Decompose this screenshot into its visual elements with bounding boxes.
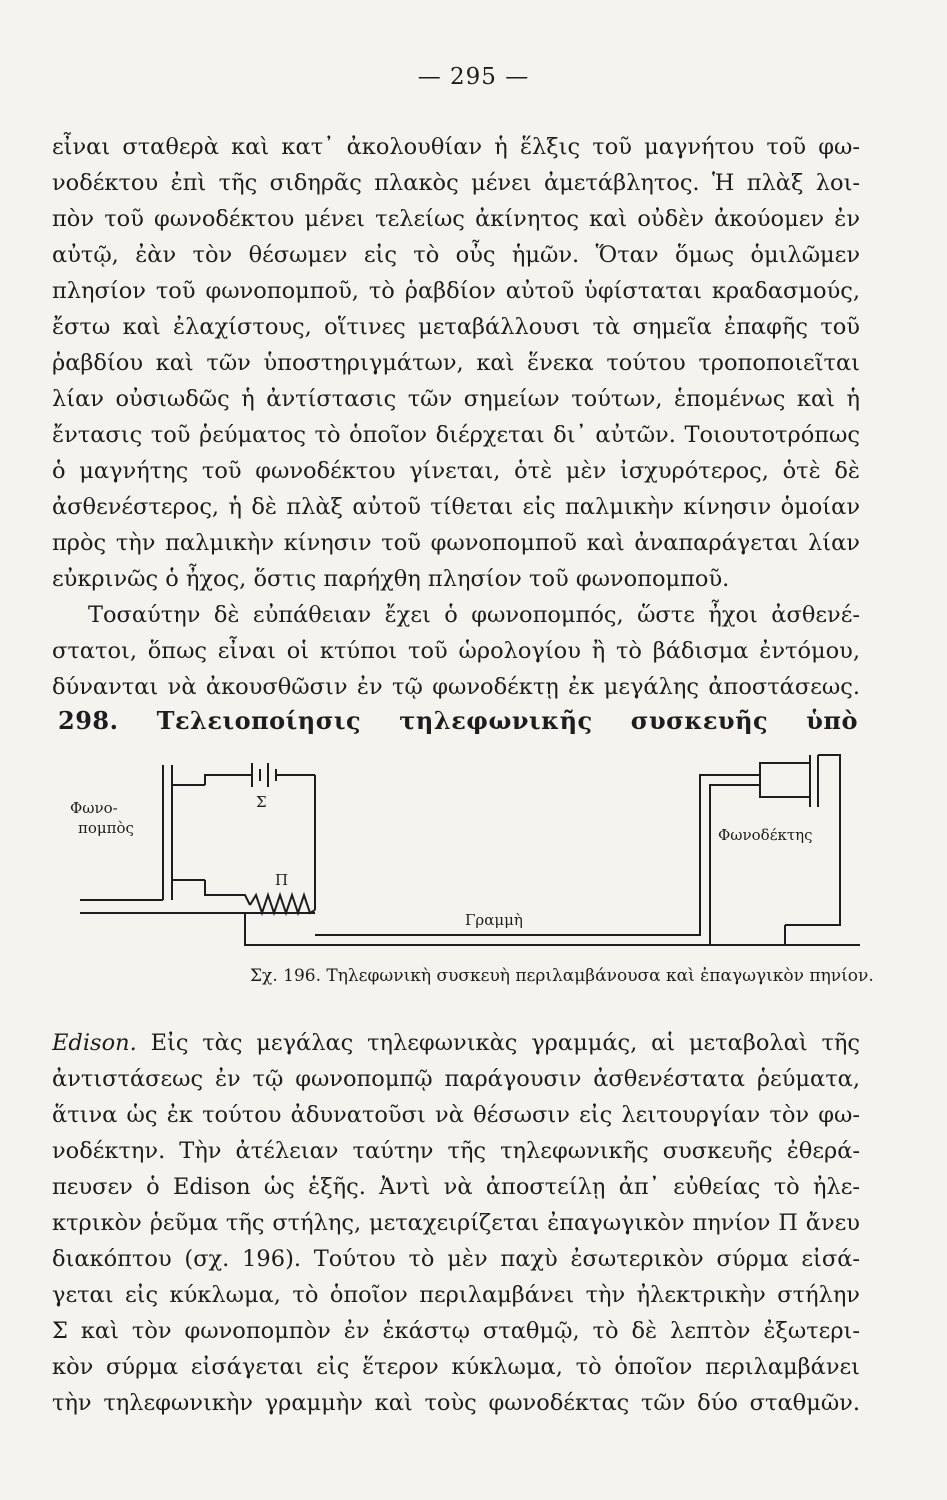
- text-line: Σ καὶ τὸν φωνοπομπὸν ἐν ἑκάστῳ σταθμῷ, τὸ δὲ λεπτὸν ἐξωτερι-: [52, 1318, 860, 1344]
- line-label: Γραμμὴ: [465, 911, 523, 929]
- text-line: ἀντιστάσεως ἐν τῷ φωνοπομπῷ παράγουσιν ἀσθενέστατα ῥεύματα,: [52, 1066, 860, 1092]
- telephone-circuit-figure: [70, 745, 860, 960]
- receiver-label: Φωνοδέκτης: [718, 826, 813, 844]
- text-line: γεται εἰς κύκλωμα, τὸ ὁποῖον περιλαμβάνει τὴν ἠλεκτρικὴν στήλην: [52, 1282, 860, 1308]
- text-line: λίαν οὐσιωδῶς ἡ ἀντίστασις τῶν σημείων τούτων, ἑπομένως καὶ ἡ: [52, 386, 860, 412]
- edison-name: Edison.: [52, 1030, 137, 1056]
- text-line: ἅτινα ὡς ἐκ τούτου ἀδυνατοῦσι νὰ θέσωσιν εἰς λειτουργίαν τὸν φω-: [52, 1102, 860, 1128]
- receiver-body: [760, 763, 810, 797]
- text-line: στατοι, ὅπως εἶναι οἱ κτύποι τοῦ ὡρολογίου ἢ τὸ βάδισμα ἐντόμου,: [52, 638, 860, 664]
- page-number: — 295 —: [417, 64, 530, 90]
- text-line: δύνανται νὰ ἀκουσθῶσιν ἐν τῷ φωνοδέκτῃ ἐκ μεγάλης ἀποστάσεως.: [52, 674, 860, 700]
- text-line: νοδέκτου ἐπὶ τῆς σιδηρᾶς πλακὸς μένει ἀμετάβλητος. Ἡ πλὰξ λοι-: [52, 170, 860, 196]
- transmitter-label-line2: πομπὸς: [78, 819, 134, 837]
- section-heading: 298. Τελειοποίησις τηλεφωνικῆς συσκευῆς ὑπὸ: [58, 706, 858, 735]
- text-line-edison: [52, 1026, 860, 1060]
- text-line: πευσεν ὁ Edison ὡς ἑξῆς. Ἀντὶ νὰ ἀποστείλῃ ἀπ᾽ εὐθείας τὸ ἠλε-: [52, 1174, 860, 1200]
- text-line: νοδέκτην. Τὴν ἀτέλειαν ταύτην τῆς τηλεφωνικῆς συσκευῆς ἐθερά-: [52, 1138, 860, 1164]
- text-line: ἀσθενέστερος, ἡ δὲ πλὰξ αὐτοῦ τίθεται εἰς παλμικὴν κίνησιν ὁμοίαν: [52, 494, 860, 520]
- text-line: κὸν σύρμα εἰσάγεται εἰς ἕτερον κύκλωμα, τὸ ὁποῖον περιλαμβάνει: [52, 1354, 860, 1380]
- text-line: κτρικὸν ῥεῦμα τῆς στήλης, μεταχειρίζεται ἐπαγωγικὸν πηνίον Π ἄνευ: [52, 1210, 860, 1236]
- battery-label: Σ: [256, 793, 267, 811]
- text-line: πὸν τοῦ φωνοδέκτου μένει τελείως ἀκίνητος καὶ οὐδὲν ἀκούομεν ἐν: [52, 206, 860, 232]
- text-line: πρὸς τὴν παλμικὴν κίνησιν τοῦ φωνοπομποῦ καὶ ἀναπαράγεται λίαν: [52, 530, 860, 556]
- text-line: ἔντασις τοῦ ῥεύματος τὸ ὁποῖον διέρχεται δι᾽ αὐτῶν. Τοιουτοτρόπως: [52, 422, 860, 448]
- text-line: ἔστω καὶ ἐλαχίστους, οἵτινες μεταβάλλουσι τὰ σημεῖα ἐπαφῆς τοῦ: [52, 314, 860, 340]
- induction-coil: [250, 895, 315, 913]
- text-line: αὐτῷ, ἐὰν τὸν θέσωμεν εἰς τὸ οὖς ἡμῶν. Ὅταν ὅμως ὁμιλῶμεν: [52, 242, 860, 268]
- transmitter-label-line1: Φωνο-: [70, 799, 118, 817]
- figure-caption: Σχ. 196. Τηλεφωνικὴ συσκευὴ περιλαμβάνουσα καὶ ἐπαγωγικὸν πηνίον.: [250, 966, 874, 986]
- text-line: Τοσαύτην δὲ εὐπάθειαν ἔχει ὁ φωνοπομπός, ὥστε ἦχοι ἀσθενέ-: [88, 602, 860, 628]
- text-line: διακόπτου (σχ. 196). Τούτου τὸ μὲν παχὺ ἐσωτερικὸν σύρμα εἰσά-: [52, 1246, 860, 1272]
- coil-label: Π: [275, 871, 289, 889]
- text-line: ὁ μαγνήτης τοῦ φωνοδέκτου γίνεται, ὁτὲ μὲν ἰσχυρότερος, ὁτὲ δὲ: [52, 458, 860, 484]
- text-line: εἶναι σταθερὰ καὶ κατ᾽ ἀκολουθίαν ἡ ἕλξις τοῦ μαγνήτου τοῦ φω-: [52, 134, 860, 160]
- text-line: τὴν τηλεφωνικὴν γραμμὴν καὶ τοὺς φωνοδέκτας τῶν δύο σταθμῶν.: [52, 1390, 860, 1416]
- text-line-rest: Εἰς τὰς μεγάλας τηλεφωνικὰς γραμμάς, αἱ μεταβολαὶ τῆς: [150, 1030, 860, 1056]
- text-line: εὐκρινῶς ὁ ἦχος, ὅστις παρήχθη πλησίον τοῦ φωνοπομποῦ.: [52, 566, 730, 592]
- text-line: ῥαβδίου καὶ τῶν ὑποστηριγμάτων, καὶ ἕνεκα τούτου τροποποιεῖται: [52, 350, 860, 376]
- text-line: πλησίον τοῦ φωνοπομποῦ, τὸ ῥαβδίον αὐτοῦ ὑφίσταται κραδασμούς,: [52, 278, 860, 304]
